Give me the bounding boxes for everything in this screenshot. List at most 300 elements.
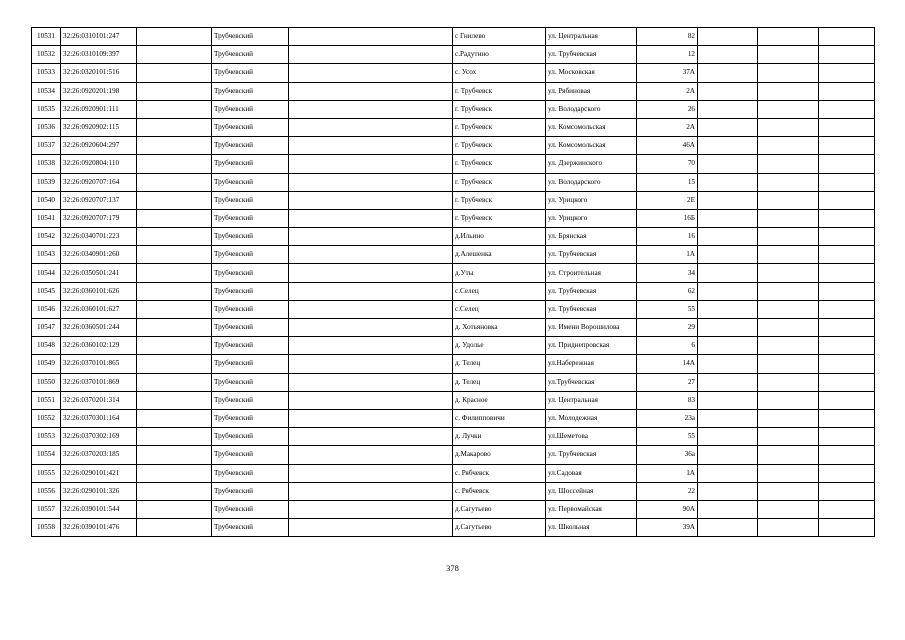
empty-column-cell [698,191,758,209]
empty-column-cell [819,282,875,300]
table-row [32,46,875,64]
record-number-cell: 10558 [32,519,61,537]
street-cell: ул. Молодежная [546,409,637,427]
empty-column-cell [819,46,875,64]
empty-column-cell [289,209,453,227]
empty-column-cell [758,282,819,300]
locality-cell: с.Радутино [453,46,546,64]
house-number-cell: 26 [637,100,698,118]
table-row [32,100,875,118]
district-cell: Трубчевский [212,355,289,373]
locality-cell: с Гнилево [453,28,546,46]
cadastral-number-cell: 32:26:0390101:544 [61,500,137,518]
empty-column-cell [137,191,212,209]
empty-column-cell [698,337,758,355]
record-number-cell: 10542 [32,228,61,246]
locality-cell: д. Удолье [453,337,546,355]
empty-column-cell [819,100,875,118]
record-number-cell: 10540 [32,191,61,209]
street-cell: ул. Трубчевская [546,282,637,300]
empty-column-cell [289,155,453,173]
empty-column-cell [819,228,875,246]
street-cell: ул. Володарского [546,173,637,191]
empty-column-cell [137,319,212,337]
empty-column-cell [698,428,758,446]
district-cell: Трубчевский [212,482,289,500]
empty-column-cell [137,428,212,446]
empty-column-cell [289,173,453,191]
locality-cell: д.Сагутьево [453,519,546,537]
table-row [32,209,875,227]
empty-column-cell [758,355,819,373]
record-number-cell: 10547 [32,319,61,337]
record-number-cell: 10536 [32,118,61,136]
house-number-cell: 82 [637,28,698,46]
empty-column-cell [137,246,212,264]
empty-column-cell [698,446,758,464]
district-cell: Трубчевский [212,64,289,82]
page-number: 378 [446,563,459,573]
empty-column-cell [698,209,758,227]
district-cell: Трубчевский [212,191,289,209]
locality-cell: г. Трубчевск [453,209,546,227]
house-number-cell: 1А [637,464,698,482]
table-row [32,464,875,482]
empty-column-cell [819,246,875,264]
street-cell: ул. Первомайская [546,500,637,518]
empty-column-cell [289,137,453,155]
record-number-cell: 10534 [32,82,61,100]
empty-column-cell [698,409,758,427]
cadastral-number-cell: 32:26:0920902:115 [61,118,137,136]
table-row [32,337,875,355]
empty-column-cell [289,264,453,282]
empty-column-cell [698,482,758,500]
locality-cell: г. Трубчевск [453,191,546,209]
street-cell: ул. Имени Ворошилова [546,319,637,337]
cadastral-number-cell: 32:26:0320101:516 [61,64,137,82]
empty-column-cell [758,137,819,155]
empty-column-cell [698,28,758,46]
table-row [32,519,875,537]
empty-column-cell [758,46,819,64]
empty-column-cell [137,391,212,409]
district-cell: Трубчевский [212,100,289,118]
empty-column-cell [698,355,758,373]
empty-column-cell [698,464,758,482]
record-number-cell: 10548 [32,337,61,355]
empty-column-cell [758,464,819,482]
locality-cell: г. Трубчевск [453,100,546,118]
empty-column-cell [819,482,875,500]
empty-column-cell [137,118,212,136]
table-row [32,155,875,173]
cadastral-number-cell: 32:26:0360101:627 [61,300,137,318]
empty-column-cell [698,82,758,100]
empty-column-cell [137,519,212,537]
empty-column-cell [698,300,758,318]
record-number-cell: 10539 [32,173,61,191]
district-cell: Трубчевский [212,209,289,227]
table-row [32,482,875,500]
table-row [32,282,875,300]
empty-column-cell [758,319,819,337]
empty-column-cell [289,373,453,391]
district-cell: Трубчевский [212,228,289,246]
empty-column-cell [137,282,212,300]
cadastral-number-cell: 32:26:0370301:164 [61,409,137,427]
record-number-cell: 10552 [32,409,61,427]
table-row [32,373,875,391]
empty-column-cell [819,191,875,209]
empty-column-cell [819,519,875,537]
record-number-cell: 10532 [32,46,61,64]
empty-column-cell [758,82,819,100]
record-number-cell: 10549 [32,355,61,373]
empty-column-cell [758,100,819,118]
empty-column-cell [819,300,875,318]
empty-column-cell [758,373,819,391]
table-row [32,409,875,427]
empty-column-cell [758,246,819,264]
street-cell: ул. Трубчевская [546,46,637,64]
cadastral-number-cell: 32:26:0360102:129 [61,337,137,355]
record-number-cell: 10543 [32,246,61,264]
district-cell: Трубчевский [212,409,289,427]
empty-column-cell [289,282,453,300]
house-number-cell: 2А [637,82,698,100]
street-cell: ул.Шеметова [546,428,637,446]
register-table [31,27,875,537]
locality-cell: д. Телец [453,373,546,391]
district-cell: Трубчевский [212,319,289,337]
empty-column-cell [758,446,819,464]
empty-column-cell [758,300,819,318]
district-cell: Трубчевский [212,337,289,355]
table-row [32,500,875,518]
house-number-cell: 37А [637,64,698,82]
empty-column-cell [698,391,758,409]
street-cell: ул. Приднепровская [546,337,637,355]
locality-cell: с. Рябчевск [453,464,546,482]
locality-cell: д. Телец [453,355,546,373]
table-row [32,173,875,191]
street-cell: ул.Садовая [546,464,637,482]
empty-column-cell [137,46,212,64]
street-cell: ул. Трубчевская [546,300,637,318]
house-number-cell: 2А [637,118,698,136]
empty-column-cell [758,209,819,227]
locality-cell: д.Ильино [453,228,546,246]
house-number-cell: 23а [637,409,698,427]
empty-column-cell [698,155,758,173]
district-cell: Трубчевский [212,519,289,537]
district-cell: Трубчевский [212,173,289,191]
empty-column-cell [137,209,212,227]
house-number-cell: 39А [637,519,698,537]
empty-column-cell [137,173,212,191]
house-number-cell: 34 [637,264,698,282]
house-number-cell: 55 [637,428,698,446]
empty-column-cell [289,409,453,427]
table-row [32,264,875,282]
empty-column-cell [137,82,212,100]
locality-cell: г. Трубчевск [453,118,546,136]
cadastral-number-cell: 32:26:0920707:164 [61,173,137,191]
cadastral-number-cell: 32:26:0920707:137 [61,191,137,209]
district-cell: Трубчевский [212,155,289,173]
locality-cell: д.Сагутьево [453,500,546,518]
locality-cell: д.Макарово [453,446,546,464]
street-cell: ул. Брянская [546,228,637,246]
district-cell: Трубчевский [212,464,289,482]
table-row [32,319,875,337]
house-number-cell: 12 [637,46,698,64]
cadastral-number-cell: 32:26:0360101:626 [61,282,137,300]
empty-column-cell [819,319,875,337]
empty-column-cell [289,228,453,246]
street-cell: ул. Рябиновая [546,82,637,100]
record-number-cell: 10544 [32,264,61,282]
empty-column-cell [289,100,453,118]
empty-column-cell [758,428,819,446]
table-row [32,246,875,264]
empty-column-cell [289,337,453,355]
house-number-cell: 55 [637,300,698,318]
street-cell: ул. Комсомольская [546,137,637,155]
empty-column-cell [819,464,875,482]
empty-column-cell [758,519,819,537]
empty-column-cell [137,228,212,246]
record-number-cell: 10533 [32,64,61,82]
empty-column-cell [819,209,875,227]
record-number-cell: 10551 [32,391,61,409]
house-number-cell: 62 [637,282,698,300]
cadastral-number-cell: 32:26:0370101:869 [61,373,137,391]
record-number-cell: 10554 [32,446,61,464]
record-number-cell: 10531 [32,28,61,46]
locality-cell: г. Трубчевск [453,137,546,155]
district-cell: Трубчевский [212,300,289,318]
table-row [32,191,875,209]
house-number-cell: 1А [637,246,698,264]
empty-column-cell [698,500,758,518]
locality-cell: д. Хотьяновка [453,319,546,337]
street-cell: ул. Центральная [546,28,637,46]
empty-column-cell [758,64,819,82]
street-cell: ул. Урицкого [546,209,637,227]
empty-column-cell [289,46,453,64]
record-number-cell: 10537 [32,137,61,155]
empty-column-cell [758,118,819,136]
empty-column-cell [137,373,212,391]
street-cell: ул. Школьная [546,519,637,537]
locality-cell: г. Трубчевск [453,82,546,100]
empty-column-cell [289,319,453,337]
empty-column-cell [698,137,758,155]
house-number-cell: 70 [637,155,698,173]
record-number-cell: 10545 [32,282,61,300]
table-row [32,82,875,100]
cadastral-number-cell: 32:26:0920901:111 [61,100,137,118]
record-number-cell: 10550 [32,373,61,391]
street-cell: ул. Володарского [546,100,637,118]
empty-column-cell [289,300,453,318]
locality-cell: с.Селец [453,300,546,318]
empty-column-cell [289,118,453,136]
record-number-cell: 10535 [32,100,61,118]
street-cell: ул. Комсомольская [546,118,637,136]
empty-column-cell [819,373,875,391]
empty-column-cell [758,173,819,191]
cadastral-number-cell: 32:26:0290101:421 [61,464,137,482]
empty-column-cell [137,137,212,155]
street-cell: ул. Урицкого [546,191,637,209]
empty-column-cell [758,337,819,355]
street-cell: ул. Строительная [546,264,637,282]
house-number-cell: 2Е [637,191,698,209]
district-cell: Трубчевский [212,118,289,136]
district-cell: Трубчевский [212,446,289,464]
locality-cell: г. Трубчевск [453,173,546,191]
locality-cell: с. Рябчевск [453,482,546,500]
record-number-cell: 10556 [32,482,61,500]
empty-column-cell [289,500,453,518]
record-number-cell: 10557 [32,500,61,518]
empty-column-cell [819,446,875,464]
house-number-cell: 22 [637,482,698,500]
cadastral-number-cell: 32:26:0290101:326 [61,482,137,500]
empty-column-cell [137,337,212,355]
cadastral-number-cell: 32:26:0390101:476 [61,519,137,537]
empty-column-cell [698,282,758,300]
table-row [32,64,875,82]
empty-column-cell [289,446,453,464]
street-cell: ул. Трубчевская [546,246,637,264]
empty-column-cell [819,64,875,82]
empty-column-cell [819,137,875,155]
empty-column-cell [698,319,758,337]
empty-column-cell [137,64,212,82]
empty-column-cell [289,428,453,446]
empty-column-cell [758,228,819,246]
cadastral-number-cell: 32:26:0310109:397 [61,46,137,64]
table-row [32,446,875,464]
empty-column-cell [819,355,875,373]
cadastral-number-cell: 32:26:0920804:110 [61,155,137,173]
empty-column-cell [698,519,758,537]
house-number-cell: 90А [637,500,698,518]
table-row [32,355,875,373]
record-number-cell: 10541 [32,209,61,227]
empty-column-cell [137,409,212,427]
street-cell: ул.Трубчевская [546,373,637,391]
empty-column-cell [698,373,758,391]
empty-column-cell [289,82,453,100]
locality-cell: д.Уты [453,264,546,282]
district-cell: Трубчевский [212,246,289,264]
empty-column-cell [819,155,875,173]
table-row [32,391,875,409]
empty-column-cell [137,482,212,500]
empty-column-cell [698,173,758,191]
cadastral-number-cell: 32:26:0920201:198 [61,82,137,100]
empty-column-cell [289,191,453,209]
district-cell: Трубчевский [212,391,289,409]
district-cell: Трубчевский [212,82,289,100]
cadastral-number-cell: 32:26:0920707:179 [61,209,137,227]
locality-cell: с. Усох [453,64,546,82]
empty-column-cell [758,409,819,427]
empty-column-cell [819,337,875,355]
table-row [32,28,875,46]
empty-column-cell [819,82,875,100]
empty-column-cell [289,355,453,373]
empty-column-cell [698,100,758,118]
house-number-cell: 83 [637,391,698,409]
locality-cell: д.Алешенка [453,246,546,264]
empty-column-cell [137,355,212,373]
street-cell: ул. Московская [546,64,637,82]
district-cell: Трубчевский [212,264,289,282]
district-cell: Трубчевский [212,373,289,391]
empty-column-cell [819,391,875,409]
empty-column-cell [289,464,453,482]
table-row [32,428,875,446]
district-cell: Трубчевский [212,46,289,64]
empty-column-cell [289,482,453,500]
empty-column-cell [137,500,212,518]
house-number-cell: 16Б [637,209,698,227]
empty-column-cell [819,409,875,427]
street-cell: ул. Шоссейная [546,482,637,500]
empty-column-cell [137,464,212,482]
house-number-cell: 36а [637,446,698,464]
empty-column-cell [137,100,212,118]
empty-column-cell [758,28,819,46]
empty-column-cell [289,519,453,537]
empty-column-cell [819,500,875,518]
locality-cell: с. Филипповичи [453,409,546,427]
district-cell: Трубчевский [212,500,289,518]
house-number-cell: 46А [637,137,698,155]
record-number-cell: 10555 [32,464,61,482]
cadastral-number-cell: 32:26:0370101:865 [61,355,137,373]
district-cell: Трубчевский [212,137,289,155]
table-body [32,28,875,537]
cadastral-number-cell: 32:26:0350501:241 [61,264,137,282]
record-number-cell: 10553 [32,428,61,446]
cadastral-number-cell: 32:26:0360501:244 [61,319,137,337]
empty-column-cell [698,228,758,246]
empty-column-cell [137,264,212,282]
locality-cell: д. Лучки [453,428,546,446]
house-number-cell: 14А [637,355,698,373]
empty-column-cell [289,28,453,46]
house-number-cell: 27 [637,373,698,391]
cadastral-number-cell: 32:26:0310101:247 [61,28,137,46]
empty-column-cell [819,28,875,46]
house-number-cell: 29 [637,319,698,337]
empty-column-cell [137,28,212,46]
empty-column-cell [289,64,453,82]
table-row [32,118,875,136]
empty-column-cell [758,155,819,173]
table-row [32,228,875,246]
empty-column-cell [137,300,212,318]
street-cell: ул. Дзержинского [546,155,637,173]
empty-column-cell [819,173,875,191]
